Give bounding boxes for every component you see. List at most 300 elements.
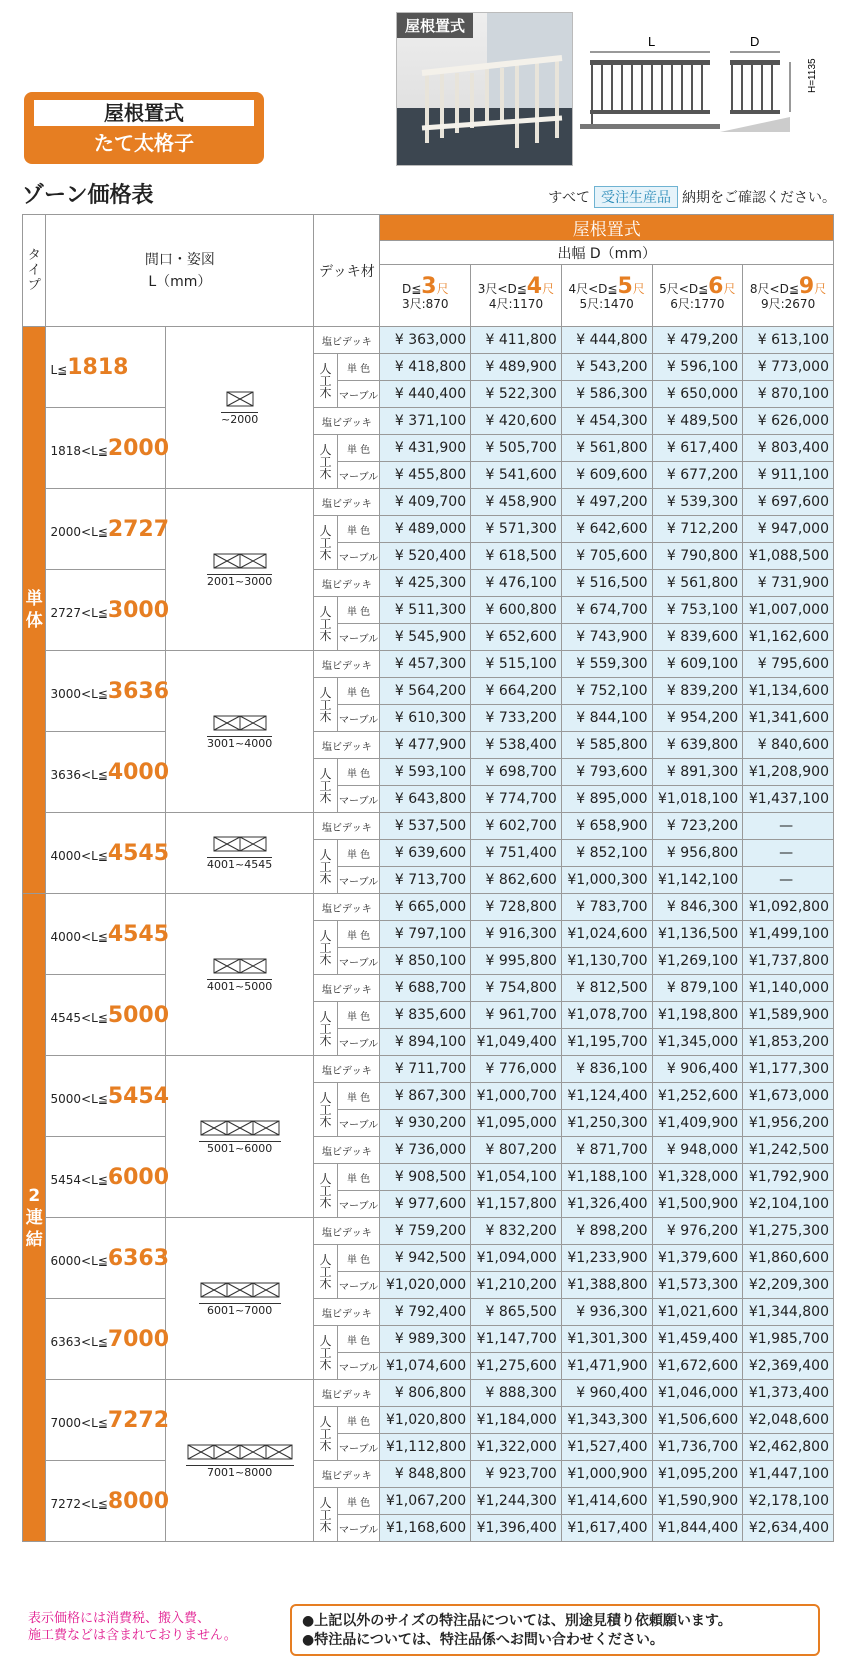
price-row — [23, 570, 834, 597]
price-cell: ¥1,500,900 — [652, 1191, 743, 1218]
price-cell: ¥ 458,900 — [471, 489, 562, 516]
price-cell: ¥1,343,300 — [561, 1407, 652, 1434]
price-cell: ¥ 454,300 — [561, 408, 652, 435]
price-cell: ¥2,369,400 — [743, 1353, 834, 1380]
price-cell: ¥ 712,200 — [652, 516, 743, 543]
price-cell: ¥ 923,700 — [471, 1461, 562, 1488]
price-cell: ¥ 515,100 — [471, 651, 562, 678]
material-single-color: 単 色 — [337, 921, 380, 948]
material-single-color: 単 色 — [337, 435, 380, 462]
price-cell: ¥ 871,700 — [561, 1137, 652, 1164]
price-cell: ¥ 803,400 — [743, 435, 834, 462]
price-cell: ¥1,590,900 — [652, 1488, 743, 1515]
price-cell: ¥ 618,500 — [471, 543, 562, 570]
price-cell: ¥ 522,300 — [471, 381, 562, 408]
price-cell: ¥1,162,600 — [743, 624, 834, 651]
projection-header: 出幅 D（mm） — [380, 241, 834, 265]
price-row — [23, 327, 834, 354]
frame-figure-cell — [165, 1056, 313, 1218]
price-cell: ¥1,210,200 — [471, 1272, 562, 1299]
frame-figure-cell — [165, 327, 313, 489]
frame-range-label: 4001~4545 — [207, 858, 273, 871]
drawing-d-label: D — [750, 34, 760, 49]
price-cell: ¥1,341,600 — [743, 705, 834, 732]
price-cell: ¥ 639,600 — [380, 840, 471, 867]
price-cell: ¥ 956,800 — [652, 840, 743, 867]
price-cell: ¥ 947,000 — [743, 516, 834, 543]
price-cell: ¥ 795,600 — [743, 651, 834, 678]
material-single-color: 単 色 — [337, 1488, 380, 1515]
price-row — [23, 975, 834, 1002]
material-single-color: 単 色 — [337, 759, 380, 786]
frame-figure — [207, 835, 272, 871]
price-cell: ¥1,020,000 — [380, 1272, 471, 1299]
price-cell: ¥1,112,800 — [380, 1434, 471, 1461]
price-cell: ¥ 425,300 — [380, 570, 471, 597]
material-marble: マーブル — [337, 624, 380, 651]
price-cell: ¥ 807,200 — [471, 1137, 562, 1164]
price-cell: ¥ 539,300 — [652, 489, 743, 516]
price-cell: ¥ 420,600 — [471, 408, 562, 435]
material-marble: マーブル — [337, 1110, 380, 1137]
frame-figure-cell — [165, 489, 313, 651]
price-cell: ¥1,250,300 — [561, 1110, 652, 1137]
price-cell: ¥2,104,100 — [743, 1191, 834, 1218]
price-cell: ¥ 489,900 — [471, 354, 562, 381]
price-cell: ¥1,095,000 — [471, 1110, 562, 1137]
price-cell: ¥2,209,300 — [743, 1272, 834, 1299]
material-marble: マーブル — [337, 462, 380, 489]
price-cell: ¥ 602,700 — [471, 813, 562, 840]
price-cell: ¥ 505,700 — [471, 435, 562, 462]
product-title-box — [24, 92, 264, 164]
price-cell: ¥1,168,600 — [380, 1515, 471, 1542]
price-cell: ¥ 948,000 — [652, 1137, 743, 1164]
price-cell: ¥ 906,400 — [652, 1056, 743, 1083]
price-cell: ¥1,527,400 — [561, 1434, 652, 1461]
material-single-color: 単 色 — [337, 1083, 380, 1110]
width-range: 6363<L≦7000 — [46, 1299, 166, 1380]
price-cell: ¥ 773,000 — [743, 354, 834, 381]
price-cell: ¥ 697,600 — [743, 489, 834, 516]
material-single-color: 単 色 — [337, 516, 380, 543]
price-cell: ¥1,142,100 — [652, 867, 743, 894]
price-cell: ¥1,046,000 — [652, 1380, 743, 1407]
price-cell: ¥1,244,300 — [471, 1488, 562, 1515]
price-cell: ¥ 867,300 — [380, 1083, 471, 1110]
frame-range-label: ~2000 — [221, 412, 259, 426]
frame-figure — [207, 957, 272, 993]
width-range: 7000<L≦7272 — [46, 1380, 166, 1461]
price-cell: ¥ 411,800 — [471, 327, 562, 354]
order-note-prefix: すべて — [548, 190, 590, 206]
price-cell: ¥1,409,900 — [652, 1110, 743, 1137]
price-cell: ¥ 642,600 — [561, 516, 652, 543]
price-cell: ¥1,617,400 — [561, 1515, 652, 1542]
price-cell: ¥ 698,700 — [471, 759, 562, 786]
price-cell: ¥1,157,800 — [471, 1191, 562, 1218]
price-cell: ¥1,737,800 — [743, 948, 834, 975]
material-marble: マーブル — [337, 867, 380, 894]
type-2: 2 連 結 — [23, 894, 46, 1542]
projection-col-4: 5尺<D≦6尺 6尺:1770 — [652, 265, 743, 327]
price-cell: ¥1,094,000 — [471, 1245, 562, 1272]
material-marble: マーブル — [337, 705, 380, 732]
material-pvc-deck: 塩ビデッキ — [314, 570, 380, 597]
price-cell: ¥ 658,900 — [561, 813, 652, 840]
price-cell: ¥1,736,700 — [652, 1434, 743, 1461]
price-cell: ¥ 894,100 — [380, 1029, 471, 1056]
width-range: L≦1818 — [46, 327, 166, 408]
material-single-color: 単 色 — [337, 1245, 380, 1272]
price-cell: ¥1,208,900 — [743, 759, 834, 786]
material-single-color: 単 色 — [337, 597, 380, 624]
price-cell: ¥1,242,500 — [743, 1137, 834, 1164]
title-line-1: 屋根置式 — [34, 100, 254, 126]
material-marble: マーブル — [337, 1353, 380, 1380]
price-cell: ¥1,459,400 — [652, 1326, 743, 1353]
size-header: 間口・姿図 L（mm） — [46, 215, 314, 327]
price-cell: ¥ 440,400 — [380, 381, 471, 408]
price-cell: ¥1,000,700 — [471, 1083, 562, 1110]
material-marble: マーブル — [337, 1434, 380, 1461]
material-single-color: 単 色 — [337, 1164, 380, 1191]
price-row — [23, 1299, 834, 1326]
price-cell: ¥ 891,300 — [652, 759, 743, 786]
price-cell: ¥ 989,300 — [380, 1326, 471, 1353]
frame-range-label: 5001~6000 — [199, 1141, 281, 1155]
price-cell: ¥ 797,100 — [380, 921, 471, 948]
material-single-color: 単 色 — [337, 354, 380, 381]
price-cell: ¥ 516,500 — [561, 570, 652, 597]
price-row — [23, 813, 834, 840]
material-marble: マーブル — [337, 1191, 380, 1218]
photo-tag: 屋根置式 — [397, 13, 473, 38]
material-pvc-deck: 塩ビデッキ — [314, 651, 380, 678]
price-cell: ¥ 497,200 — [561, 489, 652, 516]
price-cell: ¥ 477,900 — [380, 732, 471, 759]
price-cell: ¥2,048,600 — [743, 1407, 834, 1434]
custom-order-note — [290, 1604, 820, 1656]
price-cell: ¥ 908,500 — [380, 1164, 471, 1191]
price-cell: ¥ 844,100 — [561, 705, 652, 732]
material-pvc-deck: 塩ビデッキ — [314, 975, 380, 1002]
frame-range-label: 6001~7000 — [199, 1303, 281, 1317]
custom-order-note-2: ●特注品については、特注品係へお問い合わせください。 — [302, 1632, 664, 1648]
price-cell: ¥ 650,000 — [652, 381, 743, 408]
price-cell: ¥ 593,100 — [380, 759, 471, 786]
price-cell: ¥1,860,600 — [743, 1245, 834, 1272]
width-range: 4000<L≦4545 — [46, 813, 166, 894]
dimension-drawing — [580, 12, 838, 164]
price-cell: ¥1,020,800 — [380, 1407, 471, 1434]
price-cell: ¥1,233,900 — [561, 1245, 652, 1272]
material-single-color: 単 色 — [337, 1002, 380, 1029]
price-cell: ¥1,344,800 — [743, 1299, 834, 1326]
price-cell: ¥1,956,200 — [743, 1110, 834, 1137]
price-table — [22, 214, 834, 1542]
price-cell: ¥ 409,700 — [380, 489, 471, 516]
projection-col-3: 4尺<D≦5尺 5尺:1470 — [561, 265, 652, 327]
price-cell: ¥ 961,700 — [471, 1002, 562, 1029]
price-cell: ¥ 850,100 — [380, 948, 471, 975]
price-cell: ¥1,396,400 — [471, 1515, 562, 1542]
deck-header: デッキ材 — [314, 215, 380, 327]
price-cell: ¥ 489,000 — [380, 516, 471, 543]
price-cell: ¥ 585,800 — [561, 732, 652, 759]
price-cell: ¥1,140,000 — [743, 975, 834, 1002]
price-cell: ¥1,388,800 — [561, 1272, 652, 1299]
price-cell: ¥ 489,500 — [652, 408, 743, 435]
price-cell: ¥ 792,400 — [380, 1299, 471, 1326]
price-cell: ¥1,673,000 — [743, 1083, 834, 1110]
price-cell: ¥1,275,600 — [471, 1353, 562, 1380]
price-cell: ¥ 371,100 — [380, 408, 471, 435]
width-range: 4545<L≦5000 — [46, 975, 166, 1056]
price-cell: ¥ 705,600 — [561, 543, 652, 570]
price-row — [23, 1380, 834, 1407]
material-artificial-wood: 人 工 木 — [314, 1245, 337, 1299]
price-cell: ¥ 652,600 — [471, 624, 562, 651]
price-cell: ¥1,130,700 — [561, 948, 652, 975]
material-artificial-wood: 人 工 木 — [314, 678, 337, 732]
price-cell: ¥1,573,300 — [652, 1272, 743, 1299]
material-marble: マーブル — [337, 948, 380, 975]
material-artificial-wood: 人 工 木 — [314, 354, 337, 408]
price-cell: ¥ 776,000 — [471, 1056, 562, 1083]
price-cell: ¥1,000,900 — [561, 1461, 652, 1488]
frame-figure — [186, 1443, 294, 1479]
price-cell: ¥1,792,900 — [743, 1164, 834, 1191]
price-cell: ¥1,095,200 — [652, 1461, 743, 1488]
price-cell: ¥2,178,100 — [743, 1488, 834, 1515]
price-cell: ¥ 444,800 — [561, 327, 652, 354]
price-cell: ¥1,499,100 — [743, 921, 834, 948]
frame-figure-cell — [165, 894, 313, 1056]
width-range: 5454<L≦6000 — [46, 1137, 166, 1218]
price-cell: ¥ 610,300 — [380, 705, 471, 732]
price-cell: — — [743, 840, 834, 867]
price-cell: ¥1,147,700 — [471, 1326, 562, 1353]
price-cell: ¥1,447,100 — [743, 1461, 834, 1488]
price-cell: ¥ 852,100 — [561, 840, 652, 867]
projection-col-1: D≦3尺 3尺:870 — [380, 265, 471, 327]
material-marble: マーブル — [337, 1029, 380, 1056]
drawing-l-label: L — [648, 34, 656, 49]
zone-title: ゾーン価格表 — [22, 183, 154, 208]
price-cell: ¥ 457,300 — [380, 651, 471, 678]
price-cell: ¥ 643,800 — [380, 786, 471, 813]
price-cell: ¥ 743,900 — [561, 624, 652, 651]
price-cell: ¥ 995,800 — [471, 948, 562, 975]
price-cell: ¥1,252,600 — [652, 1083, 743, 1110]
price-cell: ¥1,672,600 — [652, 1353, 743, 1380]
price-cell: ¥ 665,000 — [380, 894, 471, 921]
order-note — [548, 186, 836, 208]
price-cell: ¥1,067,200 — [380, 1488, 471, 1515]
frame-range-label: 7001~8000 — [186, 1465, 294, 1479]
price-cell: ¥ 511,300 — [380, 597, 471, 624]
price-cell: ¥ 846,300 — [652, 894, 743, 921]
price-cell: ¥ 774,700 — [471, 786, 562, 813]
price-row — [23, 489, 834, 516]
price-cell: ¥ 753,100 — [652, 597, 743, 624]
price-cell: ¥ 609,600 — [561, 462, 652, 489]
width-range: 6000<L≦6363 — [46, 1218, 166, 1299]
price-cell: ¥ 936,300 — [561, 1299, 652, 1326]
price-row — [23, 1137, 834, 1164]
price-cell: ¥1,074,600 — [380, 1353, 471, 1380]
price-cell: ¥1,198,800 — [652, 1002, 743, 1029]
price-cell: ¥ 559,300 — [561, 651, 652, 678]
price-row — [23, 408, 834, 435]
price-cell: ¥ 790,800 — [652, 543, 743, 570]
material-artificial-wood: 人 工 木 — [314, 1326, 337, 1380]
material-pvc-deck: 塩ビデッキ — [314, 813, 380, 840]
width-range: 4000<L≦4545 — [46, 894, 166, 975]
material-artificial-wood: 人 工 木 — [314, 1002, 337, 1056]
price-cell: ¥ 806,800 — [380, 1380, 471, 1407]
projection-col-5: 8尺<D≦9尺 9尺:2670 — [743, 265, 834, 327]
frame-figure — [199, 1281, 281, 1317]
price-cell: ¥ 723,200 — [652, 813, 743, 840]
price-cell: ¥ 664,200 — [471, 678, 562, 705]
price-cell: ¥ 954,200 — [652, 705, 743, 732]
material-artificial-wood: 人 工 木 — [314, 1083, 337, 1137]
price-cell: ¥ 561,800 — [652, 570, 743, 597]
frame-range-label: 2001~3000 — [207, 574, 273, 588]
price-cell: — — [743, 813, 834, 840]
price-cell: ¥ 537,500 — [380, 813, 471, 840]
price-cell: ¥ 930,200 — [380, 1110, 471, 1137]
material-pvc-deck: 塩ビデッキ — [314, 1299, 380, 1326]
material-marble: マーブル — [337, 1272, 380, 1299]
material-artificial-wood: 人 工 木 — [314, 1164, 337, 1218]
price-cell: ¥ 754,800 — [471, 975, 562, 1002]
price-cell: ¥1,471,900 — [561, 1353, 652, 1380]
width-range: 7272<L≦8000 — [46, 1461, 166, 1542]
material-single-color: 単 色 — [337, 1326, 380, 1353]
frame-figure — [207, 552, 272, 588]
price-cell: ¥1,506,600 — [652, 1407, 743, 1434]
price-cell: ¥1,054,100 — [471, 1164, 562, 1191]
price-cell: ¥1,373,400 — [743, 1380, 834, 1407]
price-cell: ¥ 609,100 — [652, 651, 743, 678]
material-pvc-deck: 塩ビデッキ — [314, 1218, 380, 1245]
price-cell: ¥ 848,800 — [380, 1461, 471, 1488]
price-cell: ¥1,301,300 — [561, 1326, 652, 1353]
price-cell: ¥ 888,300 — [471, 1380, 562, 1407]
title-line-2: たて太格子 — [94, 131, 194, 155]
material-marble: マーブル — [337, 786, 380, 813]
price-cell: ¥1,345,000 — [652, 1029, 743, 1056]
price-cell: ¥ 783,700 — [561, 894, 652, 921]
price-cell: ¥1,985,700 — [743, 1326, 834, 1353]
price-cell: ¥1,007,000 — [743, 597, 834, 624]
width-range: 3636<L≦4000 — [46, 732, 166, 813]
price-cell: — — [743, 867, 834, 894]
price-cell: ¥ 571,300 — [471, 516, 562, 543]
price-cell: ¥1,275,300 — [743, 1218, 834, 1245]
price-row — [23, 732, 834, 759]
price-cell: ¥1,328,000 — [652, 1164, 743, 1191]
price-row — [23, 1218, 834, 1245]
material-pvc-deck: 塩ビデッキ — [314, 1461, 380, 1488]
material-pvc-deck: 塩ビデッキ — [314, 732, 380, 759]
price-cell: ¥ 839,200 — [652, 678, 743, 705]
price-cell: ¥ 564,200 — [380, 678, 471, 705]
product-photo — [396, 12, 573, 166]
price-row — [23, 651, 834, 678]
main-header: 屋根置式 — [380, 215, 834, 241]
price-cell: ¥1,414,600 — [561, 1488, 652, 1515]
frame-figure-cell — [165, 1218, 313, 1380]
price-cell: ¥ 520,400 — [380, 543, 471, 570]
frame-figure — [221, 390, 258, 426]
material-pvc-deck: 塩ビデッキ — [314, 894, 380, 921]
price-cell: ¥2,634,400 — [743, 1515, 834, 1542]
price-cell: ¥1,078,700 — [561, 1002, 652, 1029]
frame-range-label: 3001~4000 — [207, 736, 273, 750]
material-pvc-deck: 塩ビデッキ — [314, 1056, 380, 1083]
price-cell: ¥1,326,400 — [561, 1191, 652, 1218]
price-cell: ¥1,177,300 — [743, 1056, 834, 1083]
price-cell: ¥ 600,800 — [471, 597, 562, 624]
material-pvc-deck: 塩ビデッキ — [314, 408, 380, 435]
material-single-color: 単 色 — [337, 840, 380, 867]
width-range: 2000<L≦2727 — [46, 489, 166, 570]
price-row — [23, 1056, 834, 1083]
price-cell: ¥ 835,600 — [380, 1002, 471, 1029]
type-header: タ イ プ — [23, 215, 46, 327]
price-cell: ¥1,088,500 — [743, 543, 834, 570]
price-cell: ¥ 759,200 — [380, 1218, 471, 1245]
price-cell: ¥ 479,200 — [652, 327, 743, 354]
material-artificial-wood: 人 工 木 — [314, 516, 337, 570]
frame-range-label: 4001~5000 — [207, 979, 273, 993]
material-artificial-wood: 人 工 木 — [314, 435, 337, 489]
price-cell: ¥ 711,700 — [380, 1056, 471, 1083]
price-cell: ¥ 596,100 — [652, 354, 743, 381]
price-cell: ¥1,322,000 — [471, 1434, 562, 1461]
price-cell: ¥ 960,400 — [561, 1380, 652, 1407]
width-range: 1818<L≦2000 — [46, 408, 166, 489]
price-cell: ¥ 898,200 — [561, 1218, 652, 1245]
price-cell: ¥ 976,200 — [652, 1218, 743, 1245]
material-single-color: 単 色 — [337, 678, 380, 705]
price-cell: ¥ 839,600 — [652, 624, 743, 651]
price-cell: ¥ 363,000 — [380, 327, 471, 354]
price-cell: ¥1,024,600 — [561, 921, 652, 948]
width-range: 2727<L≦3000 — [46, 570, 166, 651]
price-cell: ¥ 832,200 — [471, 1218, 562, 1245]
price-cell: ¥ 840,600 — [743, 732, 834, 759]
price-cell: ¥1,589,900 — [743, 1002, 834, 1029]
price-cell: ¥ 731,900 — [743, 570, 834, 597]
price-row — [23, 1461, 834, 1488]
price-cell: ¥1,853,200 — [743, 1029, 834, 1056]
price-cell: ¥1,049,400 — [471, 1029, 562, 1056]
price-cell: ¥ 431,900 — [380, 435, 471, 462]
price-cell: ¥1,134,600 — [743, 678, 834, 705]
price-cell: ¥ 733,200 — [471, 705, 562, 732]
price-cell: ¥ 862,600 — [471, 867, 562, 894]
price-cell: ¥1,021,600 — [652, 1299, 743, 1326]
price-cell: ¥ 545,900 — [380, 624, 471, 651]
price-cell: ¥ 418,800 — [380, 354, 471, 381]
price-cell: ¥ 942,500 — [380, 1245, 471, 1272]
price-cell: ¥ 911,100 — [743, 462, 834, 489]
